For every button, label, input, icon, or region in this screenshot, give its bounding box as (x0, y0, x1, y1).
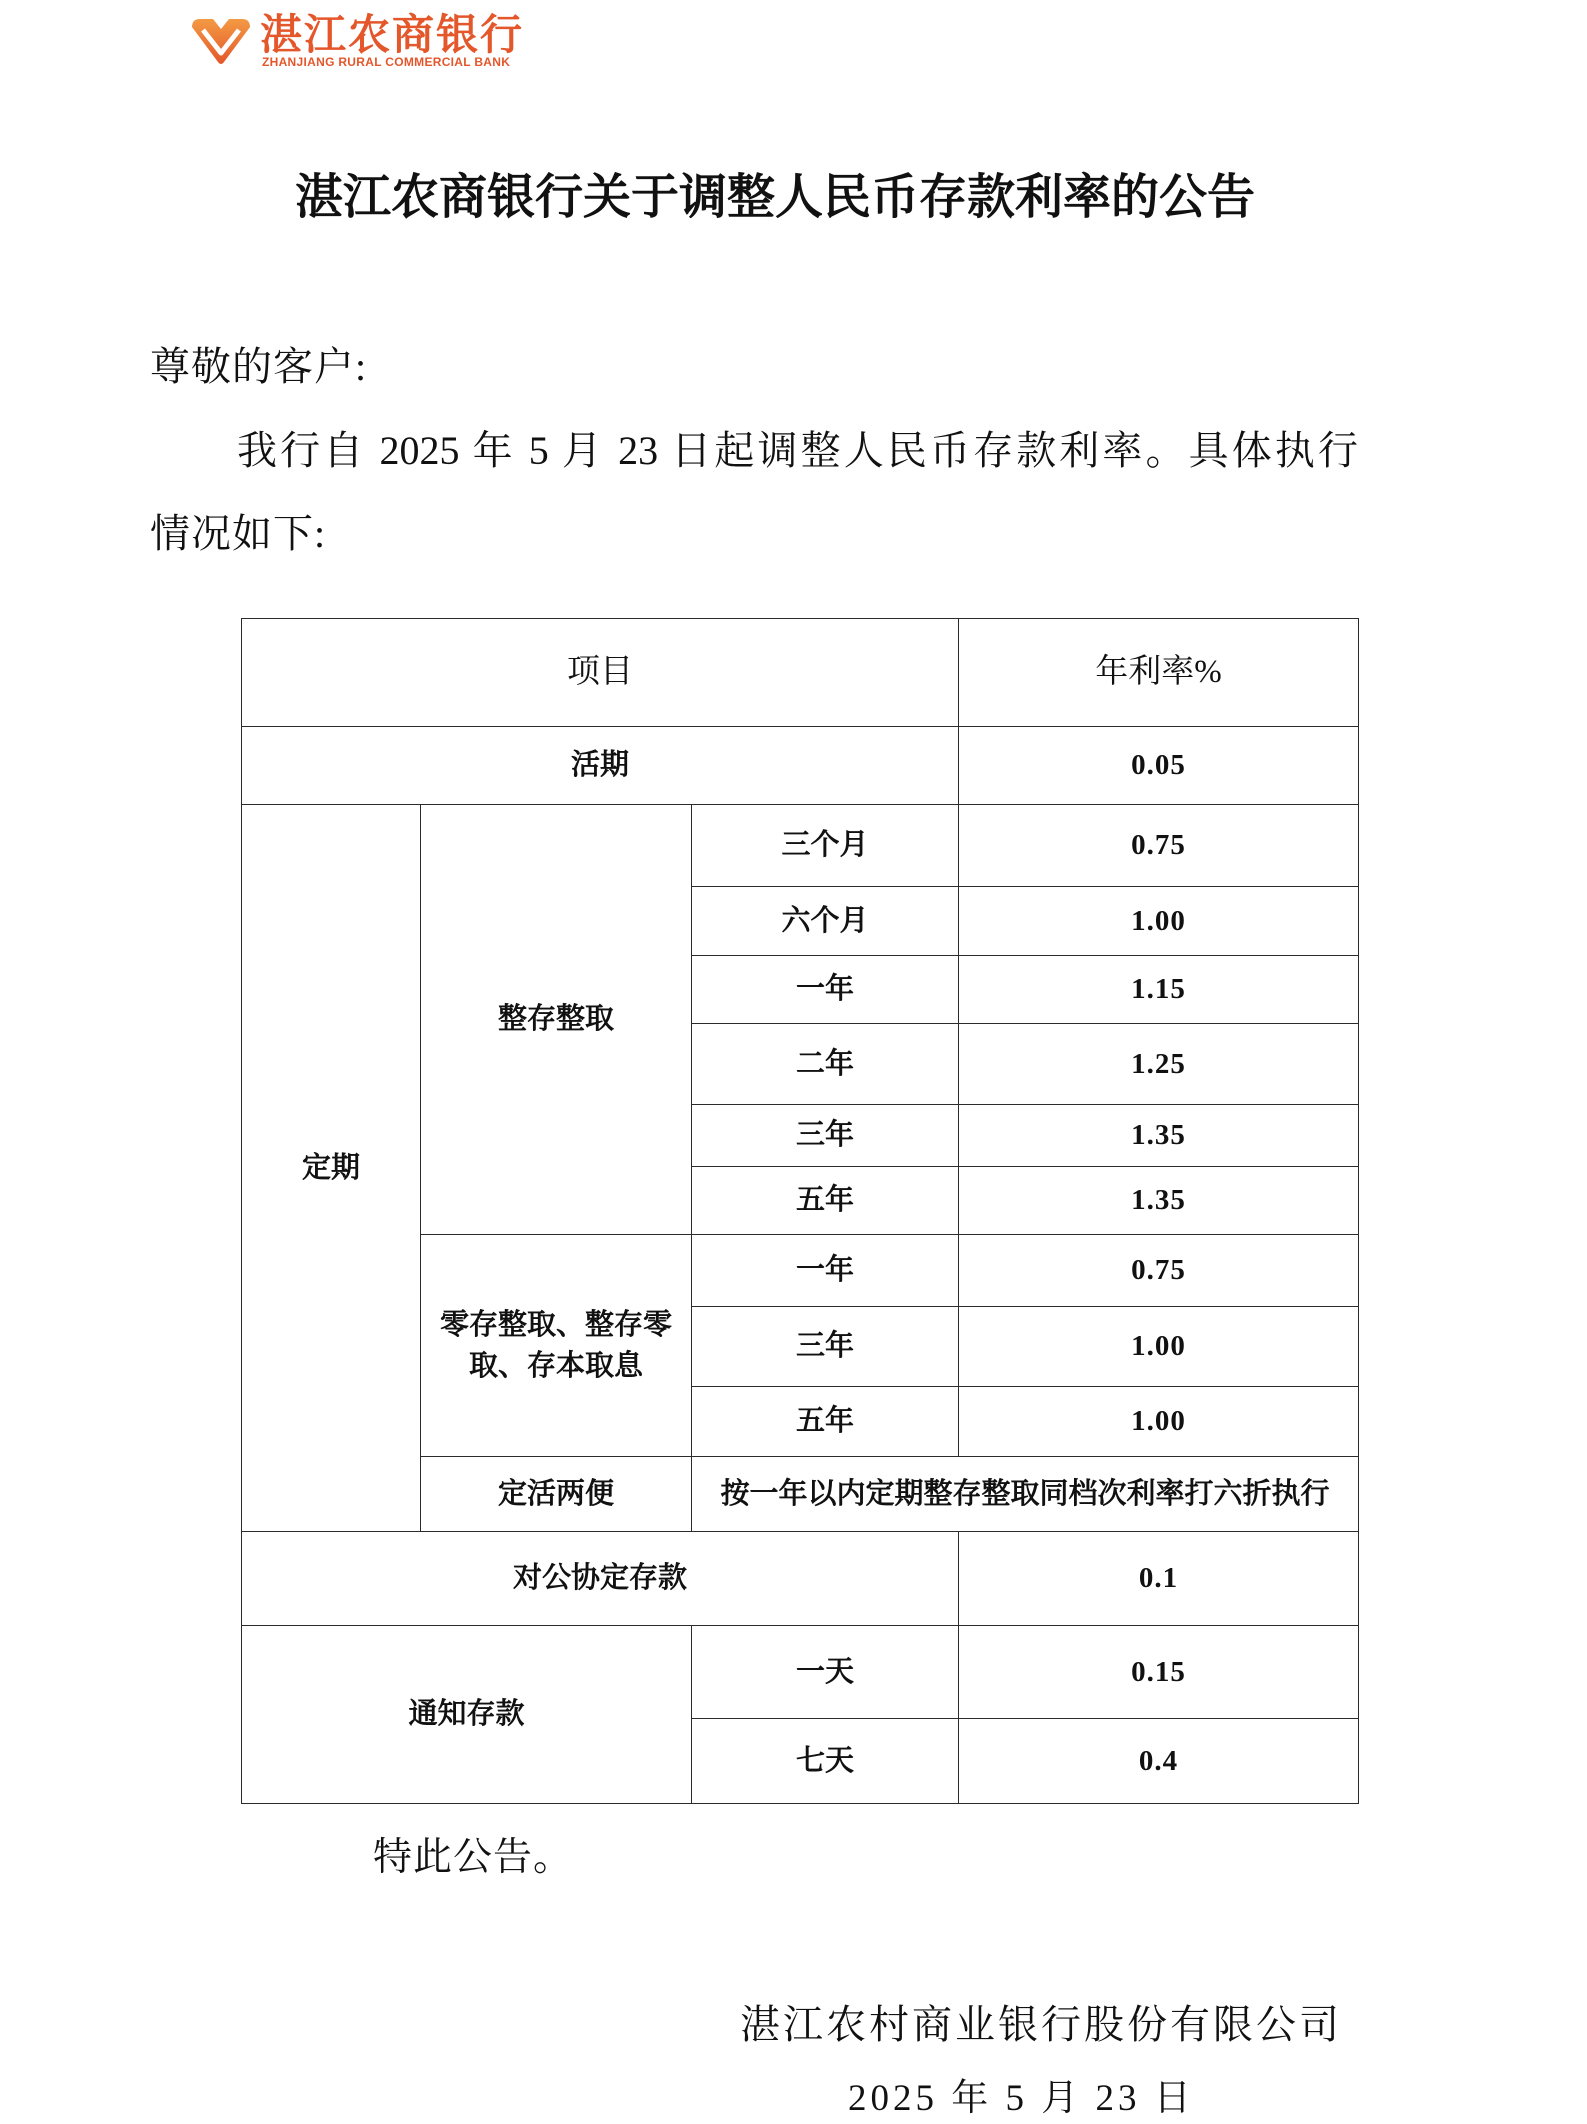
rate-cell: 0.4 (959, 1719, 1359, 1804)
rate-cell: 1.35 (959, 1105, 1359, 1167)
rate-cell: 0.15 (959, 1626, 1359, 1719)
rate-cell: 1.15 (959, 956, 1359, 1024)
rate-cell: 1.00 (959, 1307, 1359, 1387)
corporate-agreement-label: 对公协定存款 (242, 1532, 959, 1626)
bank-logo-icon (189, 16, 253, 66)
demand-label: 活期 (242, 727, 959, 805)
closing-remark: 特此公告。 (373, 1836, 574, 1879)
logo-name-cn: 湛江农商银行 (260, 10, 525, 59)
table-row (242, 727, 1359, 805)
flexible-rate-note: 按一年以内定期整存整取同档次利率打六折执行 (692, 1457, 1359, 1532)
logo-name-en: ZHANJIANG RURAL COMMERCIAL BANK (262, 55, 511, 69)
body-paragraph-line-2: 情况如下: (150, 511, 327, 556)
body-paragraph-line-1: 我行自 2025 年 5 月 23 日起调整人民币存款利率。具体执行 (237, 428, 1358, 473)
term-cell: 六个月 (692, 887, 959, 956)
rate-cell: 1.00 (959, 1387, 1359, 1457)
rate-cell: 1.35 (959, 1167, 1359, 1235)
corporate-agreement-rate: 0.1 (959, 1532, 1359, 1626)
term-cell: 五年 (692, 1387, 959, 1457)
term-cell: 一年 (692, 1235, 959, 1307)
lump-sum-label: 整存整取 (421, 805, 692, 1235)
deposit-rate-table (241, 618, 1359, 1804)
flexible-label: 定活两便 (421, 1457, 692, 1532)
term-cell: 三个月 (692, 805, 959, 887)
term-cell: 三年 (692, 1307, 959, 1387)
time-deposit-label: 定期 (242, 805, 421, 1532)
term-cell: 二年 (692, 1024, 959, 1105)
rate-cell: 1.25 (959, 1024, 1359, 1105)
term-cell: 一天 (692, 1626, 959, 1719)
header-item: 项目 (242, 619, 959, 727)
table-row (242, 805, 1359, 887)
table-row (242, 1532, 1359, 1626)
rate-cell: 1.00 (959, 887, 1359, 956)
rate-cell: 0.75 (959, 1235, 1359, 1307)
installment-label: 零存整取、整存零取、存本取息 (421, 1235, 692, 1457)
notice-date: 2025 年 5 月 23 日 (848, 2078, 1195, 2119)
table-row (242, 1626, 1359, 1719)
signature-organization: 湛江农村商业银行股份有限公司 (740, 2002, 1342, 2047)
demand-rate: 0.05 (959, 727, 1359, 805)
rate-cell: 0.75 (959, 805, 1359, 887)
term-cell: 七天 (692, 1719, 959, 1804)
term-cell: 五年 (692, 1167, 959, 1235)
page-title: 湛江农商银行关于调整人民币存款利率的公告 (294, 171, 1255, 224)
call-deposit-label: 通知存款 (242, 1626, 692, 1804)
term-cell: 一年 (692, 956, 959, 1024)
header-rate: 年利率% (959, 619, 1359, 727)
salutation: 尊敬的客户: (150, 344, 368, 389)
table-header-row (242, 619, 1359, 727)
term-cell: 三年 (692, 1105, 959, 1167)
